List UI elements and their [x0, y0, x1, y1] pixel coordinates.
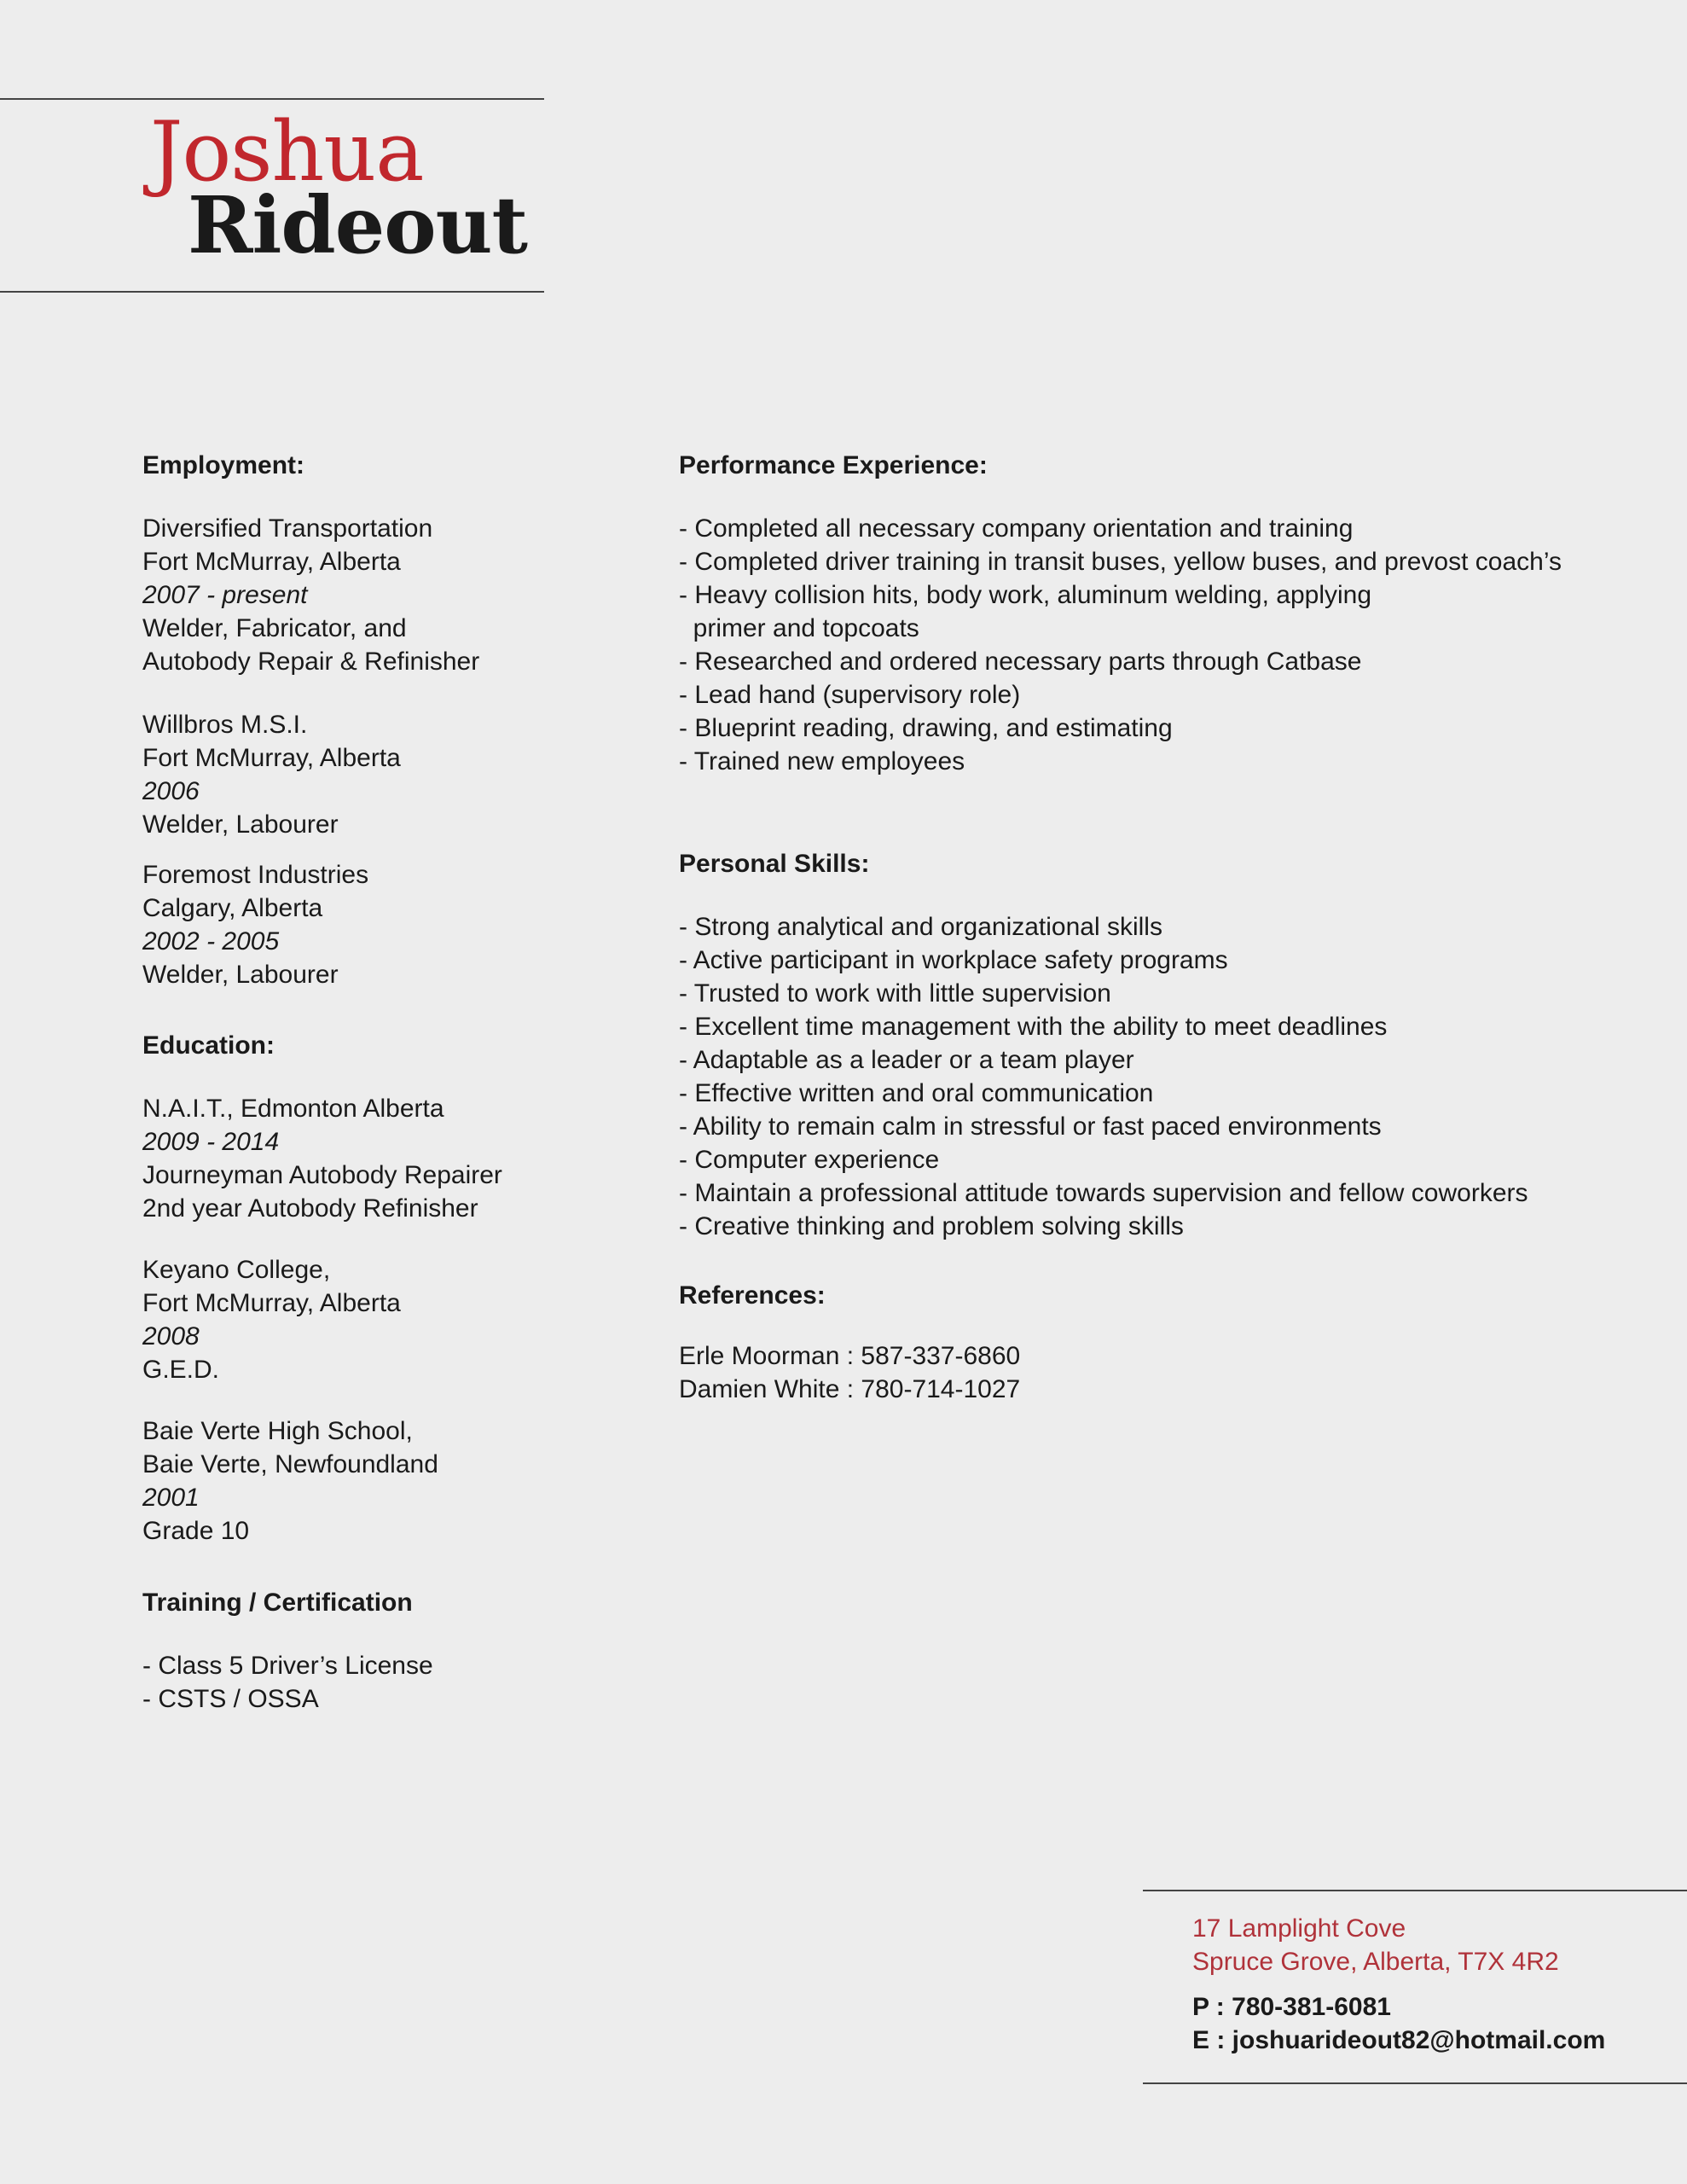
- right-column: [679, 449, 1668, 1406]
- school-name: Keyano College,: [142, 1256, 331, 1284]
- performance-item: - Heavy collision hits, body work, aluminum welding, applying: [679, 581, 1372, 609]
- employer-location: Calgary, Alberta: [142, 894, 323, 922]
- education-detail: Grade 10: [142, 1517, 250, 1545]
- employment-entry: [142, 708, 654, 841]
- skill-item: - Computer experience: [679, 1146, 940, 1174]
- email-address: E : joshuarideout82@hotmail.com: [1192, 2026, 1606, 2054]
- performance-heading: Performance Experience:: [679, 451, 988, 479]
- school-location: Baie Verte, Newfoundland: [142, 1450, 438, 1478]
- education-entry: [142, 1253, 654, 1386]
- employment-dates: 2002 - 2005: [142, 927, 280, 956]
- employer-location: Fort McMurray, Alberta: [142, 744, 401, 772]
- skill-item: - Creative thinking and problem solving skills: [679, 1212, 1184, 1240]
- education-detail: 2nd year Autobody Refinisher: [142, 1194, 478, 1223]
- performance-item: primer and topcoats: [679, 614, 919, 642]
- last-name: Rideout: [188, 179, 528, 271]
- education-heading: Education:: [142, 1031, 275, 1060]
- education-dates: 2001: [142, 1484, 200, 1512]
- education-dates: 2008: [142, 1322, 200, 1350]
- contact-bottom-rule: [1143, 2082, 1687, 2084]
- performance-item: - Lead hand (supervisory role): [679, 681, 1021, 709]
- left-column: [142, 449, 654, 1716]
- employment-entry: [142, 858, 654, 991]
- education-detail: G.E.D.: [142, 1356, 220, 1384]
- skill-item: - Ability to remain calm in stressful or fast paced environments: [679, 1112, 1382, 1141]
- training-item: - Class 5 Driver’s License: [142, 1652, 433, 1680]
- references-heading: References:: [679, 1281, 826, 1310]
- skill-item: - Excellent time management with the ability to meet deadlines: [679, 1013, 1388, 1041]
- employment-role: Welder, Labourer: [142, 810, 339, 839]
- skill-item: - Trusted to work with little supervision: [679, 979, 1111, 1008]
- employment-dates: 2006: [142, 777, 200, 805]
- employment-role: Autobody Repair & Refinisher: [142, 648, 480, 676]
- header-top-rule: [0, 98, 544, 100]
- training-heading: Training / Certification: [142, 1589, 413, 1617]
- employment-dates: 2007 - present: [142, 581, 308, 609]
- employer-name: Diversified Transportation: [142, 514, 433, 543]
- first-name: Joshua: [150, 104, 424, 200]
- contact-block: [1192, 1912, 1605, 2057]
- employer-name: Willbros M.S.I.: [142, 711, 308, 739]
- performance-item: - Researched and ordered necessary parts through Catbase: [679, 648, 1362, 676]
- performance-item: - Completed all necessary company orientation and training: [679, 514, 1354, 543]
- school-location: Fort McMurray, Alberta: [142, 1289, 401, 1317]
- training-item: - CSTS / OSSA: [142, 1685, 319, 1713]
- education-detail: Journeyman Autobody Repairer: [142, 1161, 502, 1189]
- reference-item: Damien White : 780-714-1027: [679, 1375, 1021, 1403]
- skill-item: - Strong analytical and organizational skills: [679, 913, 1162, 941]
- address-line: 17 Lamplight Cove: [1192, 1914, 1406, 1943]
- contact-top-rule: [1143, 1890, 1687, 1891]
- header-bottom-rule: [0, 291, 544, 293]
- education-dates: 2009 - 2014: [142, 1128, 280, 1156]
- address-line: Spruce Grove, Alberta, T7X 4R2: [1192, 1948, 1559, 1976]
- employment-role: Welder, Fabricator, and: [142, 614, 407, 642]
- employment-entry: [142, 512, 654, 678]
- education-entry: [142, 1092, 654, 1225]
- employer-location: Fort McMurray, Alberta: [142, 548, 401, 576]
- performance-item: - Trained new employees: [679, 747, 965, 775]
- skill-item: - Adaptable as a leader or a team player: [679, 1046, 1134, 1074]
- education-entry: [142, 1414, 654, 1548]
- performance-item: - Completed driver training in transit buses, yellow buses, and prevost coach’s: [679, 548, 1562, 576]
- skills-heading: Personal Skills:: [679, 850, 870, 878]
- phone-number: P : 780-381-6081: [1192, 1993, 1391, 2021]
- skill-item: - Active participant in workplace safety programs: [679, 946, 1228, 974]
- employment-heading: Employment:: [142, 451, 305, 479]
- employer-name: Foremost Industries: [142, 861, 369, 889]
- skill-item: - Maintain a professional attitude towards supervision and fellow coworkers: [679, 1179, 1528, 1207]
- employment-role: Welder, Labourer: [142, 961, 339, 989]
- reference-item: Erle Moorman : 587-337-6860: [679, 1342, 1021, 1370]
- skill-item: - Effective written and oral communication: [679, 1079, 1154, 1107]
- school-name: N.A.I.T., Edmonton Alberta: [142, 1095, 444, 1123]
- performance-item: - Blueprint reading, drawing, and estimating: [679, 714, 1173, 742]
- school-name: Baie Verte High School,: [142, 1417, 413, 1445]
